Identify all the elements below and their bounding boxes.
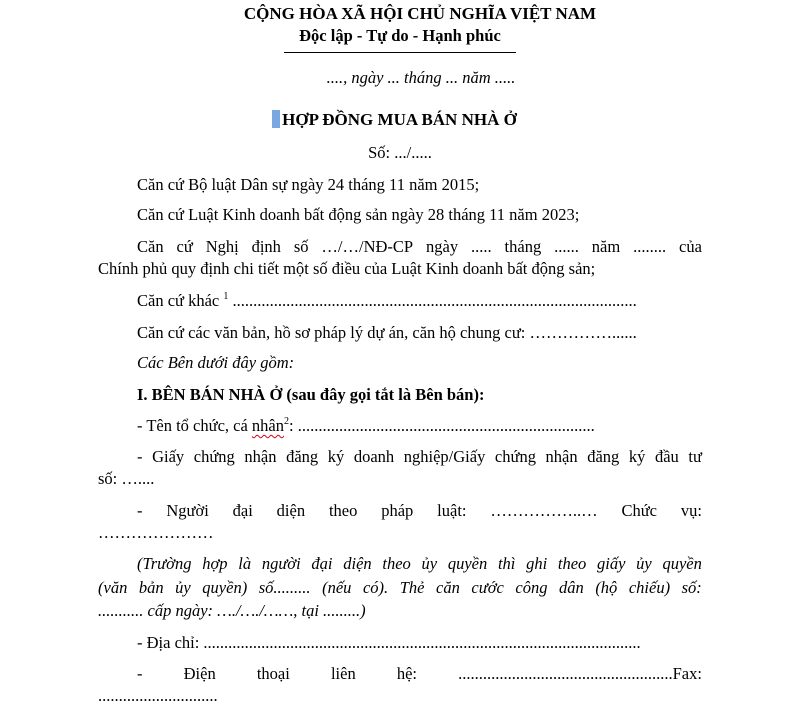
justified-word: ủy [175,578,191,597]
justified-word: ủy [421,554,438,573]
justified-word: - [137,664,143,683]
basis-decree-continuation: Chính phủ quy định chi tiết một số điều của Luật Kinh doanh bất động sản; [98,259,596,278]
justified-word: tháng [504,237,542,256]
justified-word: Người [166,501,209,520]
seller-name-line [137,416,595,436]
basis-civil-code: Căn cứ Bộ luật Dân sự ngày 24 tháng 11 năm 2015; [137,175,480,194]
national-title: CỘNG HÒA XÃ HỘI CHỦ NGHĨA VIỆT NAM [243,4,597,23]
justified-word: ghi [526,554,548,573]
justified-word: ký [327,447,345,466]
basis-other-label: Căn cứ khác [137,291,220,310]
justified-word: căn [436,578,460,597]
authorized-note-line-1 [137,554,702,574]
justified-word: theo [382,554,411,573]
justified-word: ủy [636,554,652,573]
justified-word: (nếu [322,578,352,597]
justified-word: số......... [258,578,311,597]
justified-word: ……………..… [490,501,598,520]
justified-word: thoại [256,664,290,683]
justified-word: đăng [587,447,620,466]
justified-word: liên [330,664,356,683]
justified-word: quyền [447,554,488,573]
seller-legal-representative-continuation: ………………… [98,523,214,542]
justified-word: ký [628,447,646,466]
justified-word: chứng [494,447,536,466]
justified-word: nghiệp/Giấy [403,447,486,466]
justified-word: số [293,237,309,256]
seller-name-spellcheck-word: nhân [251,416,284,435]
justified-word: - [137,501,143,520]
footnote-ref-2[interactable]: 2 [284,416,289,427]
justified-word: (văn [98,578,128,597]
contract-title-text: HỢP ĐỒNG MUA BÁN NHÀ Ở [282,110,517,129]
justified-word: của [679,237,702,256]
justified-word: cứ [176,237,193,256]
justified-word: Căn [137,237,164,256]
justified-word: diện [343,554,372,573]
seller-phone-continuation: ............................. [98,686,218,705]
justified-word: Giấy [152,447,185,466]
justified-word: Thẻ [399,578,425,597]
justified-word: luật: [437,501,467,520]
justified-word: đăng [286,447,319,466]
justified-word: nhận [545,447,578,466]
justified-word: hệ: [396,664,417,683]
justified-word: định [251,237,281,256]
justified-word: ........ [633,237,667,256]
seller-phone [137,664,702,684]
justified-word: chiếu) [628,578,671,597]
basis-real-estate-law: Căn cứ Luật Kinh doanh bất động sản ngày 28 tháng 11 năm 2023; [137,205,580,224]
justified-word: cước [471,578,504,597]
date-line: ...., ngày ... tháng ... năm ..... [326,68,516,87]
justified-word: bản [138,578,164,597]
justified-word: tư [688,447,702,466]
justified-word: …/…/NĐ-CP [321,237,414,256]
justified-word: dân [559,578,584,597]
justified-word: là [238,554,252,573]
justified-word: số: [681,578,702,597]
contract-number: Số: .../..... [368,143,432,162]
justified-word: người [261,554,301,573]
justified-word: theo [328,501,358,520]
authorized-note-line-2 [98,578,702,598]
justified-word: diện [276,501,306,520]
justified-word: (Trường [137,554,192,573]
basis-other [137,291,637,311]
seller-business-cert-continuation: số: ….... [98,469,155,488]
seller-business-cert [137,447,702,467]
justified-word: đại [311,554,333,573]
justified-word: công [515,578,548,597]
justified-word: có). [362,578,389,597]
seller-name-label: - Tên tổ chức, cá [137,416,252,435]
justified-word: giấy [597,554,626,573]
justified-word: Chức [621,501,657,520]
justified-word: ...... [554,237,579,256]
authorized-note-line-3: ........... cấp ngày: …./…./……, tại .........) [98,601,366,620]
seller-name-dots: : ........................................................................ [289,416,595,435]
justified-word: nhận [244,447,277,466]
justified-word: Điện [183,664,216,683]
national-motto: Độc lập - Tự do - Hạnh phúc [299,26,501,45]
bookmark-marker-icon [272,110,280,128]
justified-word: hợp [202,554,228,573]
basis-project-docs: Căn cứ các văn bản, hồ sơ pháp lý dự án, căn hộ chung cư: ……………...... [137,323,637,342]
seller-address: - Địa chỉ: .......................................................................................................... [137,633,641,652]
justified-word: (hộ [595,578,618,597]
justified-word: pháp [381,501,414,520]
footnote-ref-1[interactable]: 1 [223,291,229,302]
basis-other-dots: .................................................................................................. [228,291,637,310]
motto-underline [284,52,516,53]
basis-decree [137,237,702,257]
justified-word: năm [591,237,621,256]
justified-word: đại [232,501,253,520]
seller-legal-representative [137,501,702,521]
parties-intro: Các Bên dưới đây gồm: [137,353,295,372]
justified-word: ngày [426,237,459,256]
justified-word: đầu [654,447,679,466]
justified-word: vụ: [680,501,702,520]
justified-word: doanh [353,447,395,466]
justified-word: - [137,447,143,466]
justified-word: quyền) [202,578,248,597]
contract-title [0,110,789,130]
justified-word: ....................................................Fax: [458,664,702,683]
justified-word: ..... [471,237,492,256]
justified-word: quyền [662,554,702,573]
seller-heading: I. BÊN BÁN NHÀ Ở (sau đây gọi tắt là Bên bán): [137,385,485,404]
justified-word: theo [557,554,587,573]
justified-word: chứng [193,447,235,466]
justified-word: thì [497,554,516,573]
justified-word: Nghị [205,237,239,256]
